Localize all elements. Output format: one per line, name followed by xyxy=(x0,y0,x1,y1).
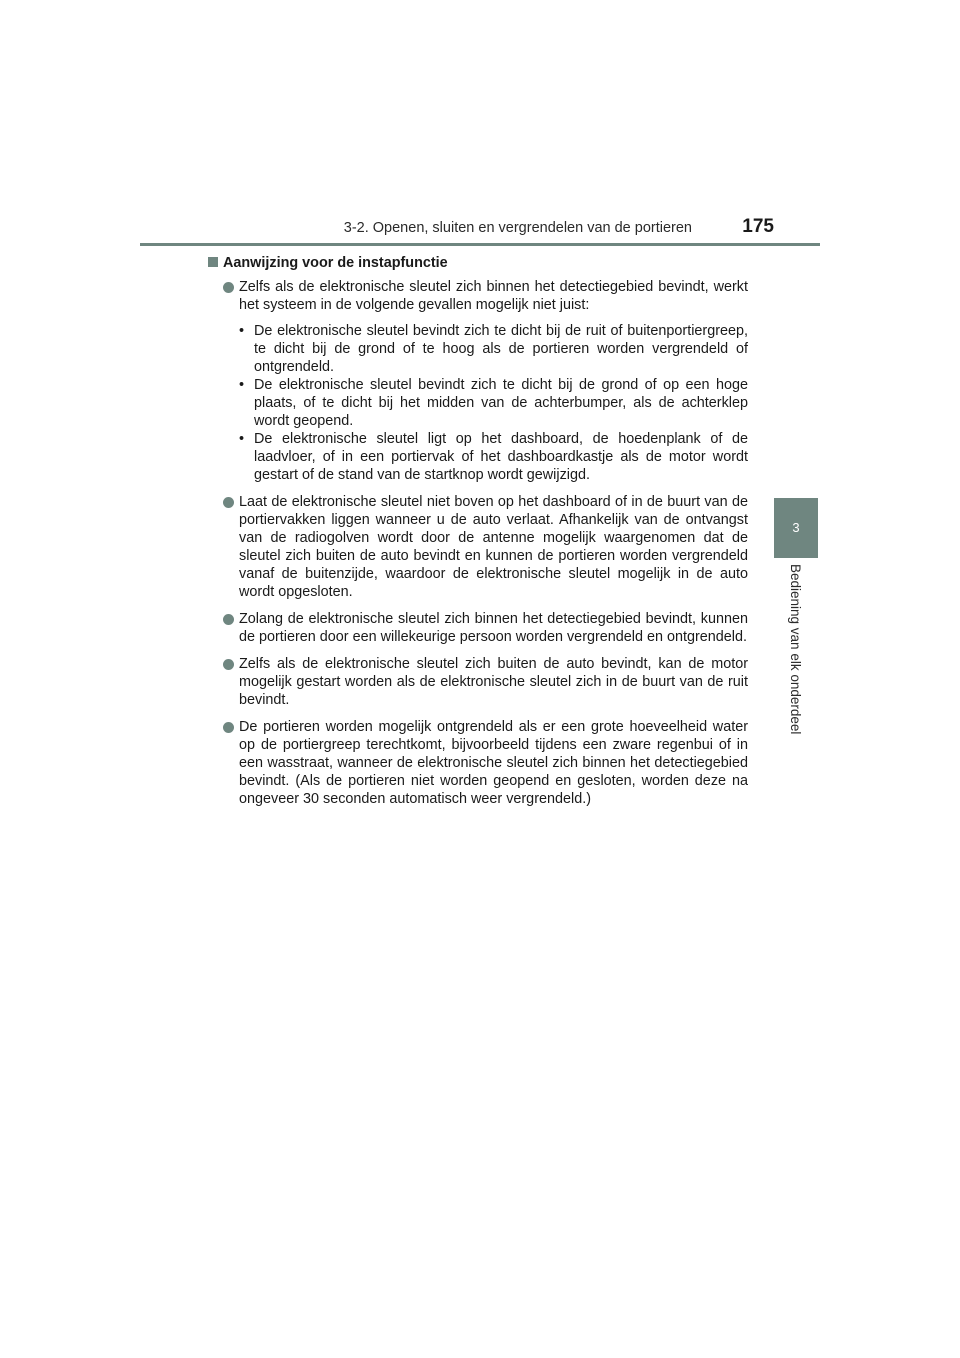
bullet-text: Laat de elektronische sleutel niet boven op het dashboard of in de buurt van de portiervakken liggen wanneer u de auto verlaat. Afhankelijk van de ontvangst van de radiogolven wordt door de antenne mogelijk waargenomen dat de sleutel zich buiten de auto bevindt en kunnen de portieren worden vergrendeld vanaf de buitenzijde, waardoor de elektronische sleutel mogelijk in de auto wordt opgesloten. xyxy=(239,494,748,600)
section-heading-text: Aanwijzing voor de instapfunctie xyxy=(223,255,448,271)
page-header xyxy=(140,216,820,246)
sub-list-text: De elektronische sleutel bevindt zich te dicht bij de grond of op een hoge plaats, of te dicht bij het midden van de achterbumper, als de achterklep wordt geopend. xyxy=(254,377,748,429)
bullet-item xyxy=(208,718,748,808)
chapter-label-text: Bediening van elk onderdeel xyxy=(788,564,803,735)
bullet-item xyxy=(208,610,748,646)
sub-list-text: De elektronische sleutel bevindt zich te dicht bij de ruit of buitenportiergreep, te dicht bij de grond of te hoog als de portieren worden vergrendeld of ontgrendeld. xyxy=(254,323,748,375)
sub-list-item xyxy=(239,430,748,484)
section-title: 3-2. Openen, sluiten en vergrendelen van de portieren xyxy=(343,220,692,236)
main-content xyxy=(208,254,748,817)
dot-marker-icon: • xyxy=(239,431,245,447)
dot-marker-icon: • xyxy=(239,323,245,339)
circle-bullet-icon xyxy=(223,282,234,293)
square-bullet-icon xyxy=(208,257,218,267)
circle-bullet-icon xyxy=(223,614,234,625)
section-heading xyxy=(208,254,748,272)
chapter-tab: 3 xyxy=(774,498,818,558)
bullet-text: Zelfs als de elektronische sleutel zich binnen het detectiegebied bevindt, werkt het systeem in de volgende gevallen mogelijk niet juist: xyxy=(239,279,748,313)
dot-marker-icon: • xyxy=(239,377,245,393)
sub-list-item xyxy=(239,376,748,430)
bullet-item xyxy=(208,493,748,601)
bullet-text: Zelfs als de elektronische sleutel zich buiten de auto bevindt, kan de motor mogelijk gestart worden als de elektronische sleutel zich in de buurt van de ruit bevindt. xyxy=(239,656,748,708)
circle-bullet-icon xyxy=(223,659,234,670)
bullet-text: Zolang de elektronische sleutel zich binnen het detectiegebied bevindt, kunnen de portieren door een willekeurige persoon worden vergrendeld en ontgrendeld. xyxy=(239,611,748,645)
page-number: 175 xyxy=(742,216,774,237)
sub-list-text: De elektronische sleutel ligt op het dashboard, de hoedenplank of de laadvloer, of in een portiervak of het dashboardkastje als de motor wordt gestart of de stand van de startknop wordt gewijzigd. xyxy=(254,431,748,483)
bullet-text: De portieren worden mogelijk ontgrendeld als er een grote hoeveelheid water op de portiergreep terechtkomt, bijvoorbeeld tijdens een zware regenbui of in een wasstraat, wanneer de elektronische sleutel zich binnen het detectiegebied bevindt. (Als de portieren niet worden geopend en gesloten, worden deze na ongeveer 30 seconden automatisch weer vergrendeld.) xyxy=(239,719,748,807)
bullet-item xyxy=(208,655,748,709)
bullet-item xyxy=(208,278,748,484)
sub-list xyxy=(239,322,748,484)
circle-bullet-icon xyxy=(223,722,234,733)
header-divider xyxy=(140,243,820,246)
sub-list-item xyxy=(239,322,748,376)
circle-bullet-icon xyxy=(223,497,234,508)
